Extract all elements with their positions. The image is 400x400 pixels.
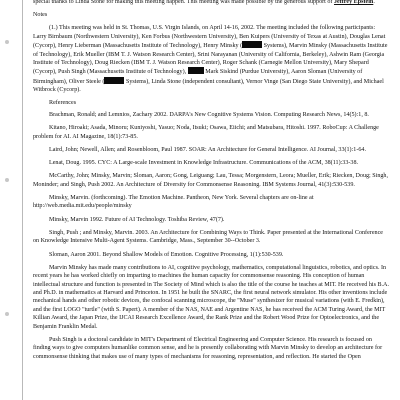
binder-hole-dot (5, 40, 9, 44)
acknowledgment-paragraph (33, 0, 389, 6)
redaction-block (188, 67, 204, 74)
author-bio-minsky: Marvin Minsky has made many contributions to AI, cognitive psychology, mathematics, computational linguistics, robotics, and optics. In recent years he has worked chiefly on imparting to machines the human capacity for commonsense reasoning. His conception of human intellectual structure and function is presented in The Society of Mind which is also the title of the course he teaches at MIT. He received his B.A. and Ph.D. in mathematics at Harvard and Princeton. In 1951 he built the SNARC, the first neural network simulator. His other inventions include mechanical hands and other robotic devices, the confocal scanning microscope, the "Muse" synthesizer for musical variations (with E. Fredkin), and the first LOGO "turtle" (with S. Papert). A member of the NAS, NAE and Argentine NAS, he has received the ACM Turing Award, the MIT Killian Award, the Japan Prize, the IJCAI Research Excellence Award, the Rank Prize and the Robert Wood Prize for Optoelectronics, and the Benjamin Franklin Medal. (33, 264, 389, 330)
acknowledgment-text-2: generous support of (284, 0, 334, 5)
binder-margin-line (22, 0, 23, 400)
reference-item: Brachman, Ronald; and Lemnios, Zachary 2002. DARPA's New Cognitive Systems Vision. Computing Research News, 14(5):1, 8. (49, 112, 369, 119)
note-1-text-c: Mark Siskind (Purdue University), Aaron Sloman (University of Birmingham), Oliver Steele ( (33, 69, 363, 85)
binder-hole-dot (5, 312, 9, 316)
note-1-text-b: Systems), Marvin Minsky (Massachusetts Institute of Technology), Erik Mueller (IBM T. J. Watson Research Center), Srini Narayanan (University of California, Berkeley), Ashwin Ram (Georgia Institute of Technology), Doug Riecken (IBM T. J. Watson Research Center), Roger Schank (Carnegie Mellon University), Mary Shepard (Cycorp), Push Singh (Massachusetts Institute of Technology), (33, 43, 388, 76)
reference-item: Sloman, Aaron 2001. Beyond Shallow Models of Emotion. Cognitive Processing, 1(1):530-539. (49, 251, 284, 258)
binder-hole-dot (5, 178, 9, 182)
author-bio-singh: Push Singh is a doctoral candidate in MIT's Department of Electrical Engineering and Computer Science. His research is focused on finding ways to give computers humanlike common sense, and he is presently collaborating with Marvin Minsky to develop an architecture for commonsense thinking that makes use of many types of mechanisms for reasoning, representation, and reflection. He started the Open (33, 336, 383, 360)
reference-item: Minsky, Marvin 1992. Future of AI Technology. Toshiba Review, 47(7). (49, 216, 225, 223)
reference-item: Laird, John; Newell, Allen; and Rosenbloom, Paul 1987. SOAR: An Architecture for General Intelligence. AI Journal, 33(1):1-64. (49, 147, 366, 154)
references-heading: References (49, 100, 77, 107)
note-1 (33, 24, 389, 94)
reference-item: Singh, Push ; and Minsky, Marvin. 2003. An Architecture for Combining Ways to Think. Paper presented at the International Conference on Knowledge Intensive Multi-Agent Systems. Cambridge, Mass., September 30--October 3. (33, 229, 383, 245)
reference-item: Lenat, Doug. 1995. CYC: A Large-scale Investment in Knowledge Infrastructure. Communications of the ACM, 38(11):33-38. (49, 160, 359, 167)
note-1-text-a: (1.) This meeting was held in St. Thomas, U.S. Virgin Islands, on April 14-16, 2002. The meeting included the following participants: Larry Birnbaum (Northwestern University), Ken Forbus (Northwestern University), Ben Kuipers (University of Texas at Austin), Douglas Lenat (Cycorp), Henry Lieberman (Massachusetts Institute of Technology), Henry Minsky ( (33, 25, 386, 50)
acknowledgment-text: special thanks to Linda Stone for making this meeting happen. This meeting was made possible by the (33, 0, 283, 5)
acknowledgment-end: . (373, 0, 375, 5)
reference-item: McCarthy, John; Minsky, Marvin; Sloman, Aaron; Gong, Leiguang; Lau, Tessa; Morgenstern, Leora; Mueller, Erik; Riecken, Doug; Singh, Moninder; and Singh, Push 2002. An Architecture of Diversity for Commonsense Reasoning. IBM Systems Journal, 41(3):530-539. (33, 173, 389, 188)
sponsor-name: Jeffrey Epstein (333, 0, 374, 5)
reference-item: Kitano, Hiroaki; Asada, Minoru; Kuniyoshi, Yasuo; Noda, Itsuki; Osawa, Eiichi; and Matsubara, Hitoshi. 1997. RoboCup: A Challenge problem for AI. AI Magazine, 18(1):73-85. (33, 125, 379, 140)
redaction-block (242, 41, 262, 48)
notes-heading: Notes (33, 12, 48, 19)
document-body (33, 0, 389, 366)
reference-item: Minsky, Marvin. (forthcoming). The Emotion Machine. Pantheon, New York. Several chapters are on-line at http://web.media.mit.edu/people/minsky (33, 195, 314, 210)
redaction-block (104, 77, 124, 84)
note-1-text-d: Systems), Linda Stone (independent consultant), Vernor Vinge (San Diego State University), and Michael Witbrock (Cycorp). (33, 78, 384, 94)
